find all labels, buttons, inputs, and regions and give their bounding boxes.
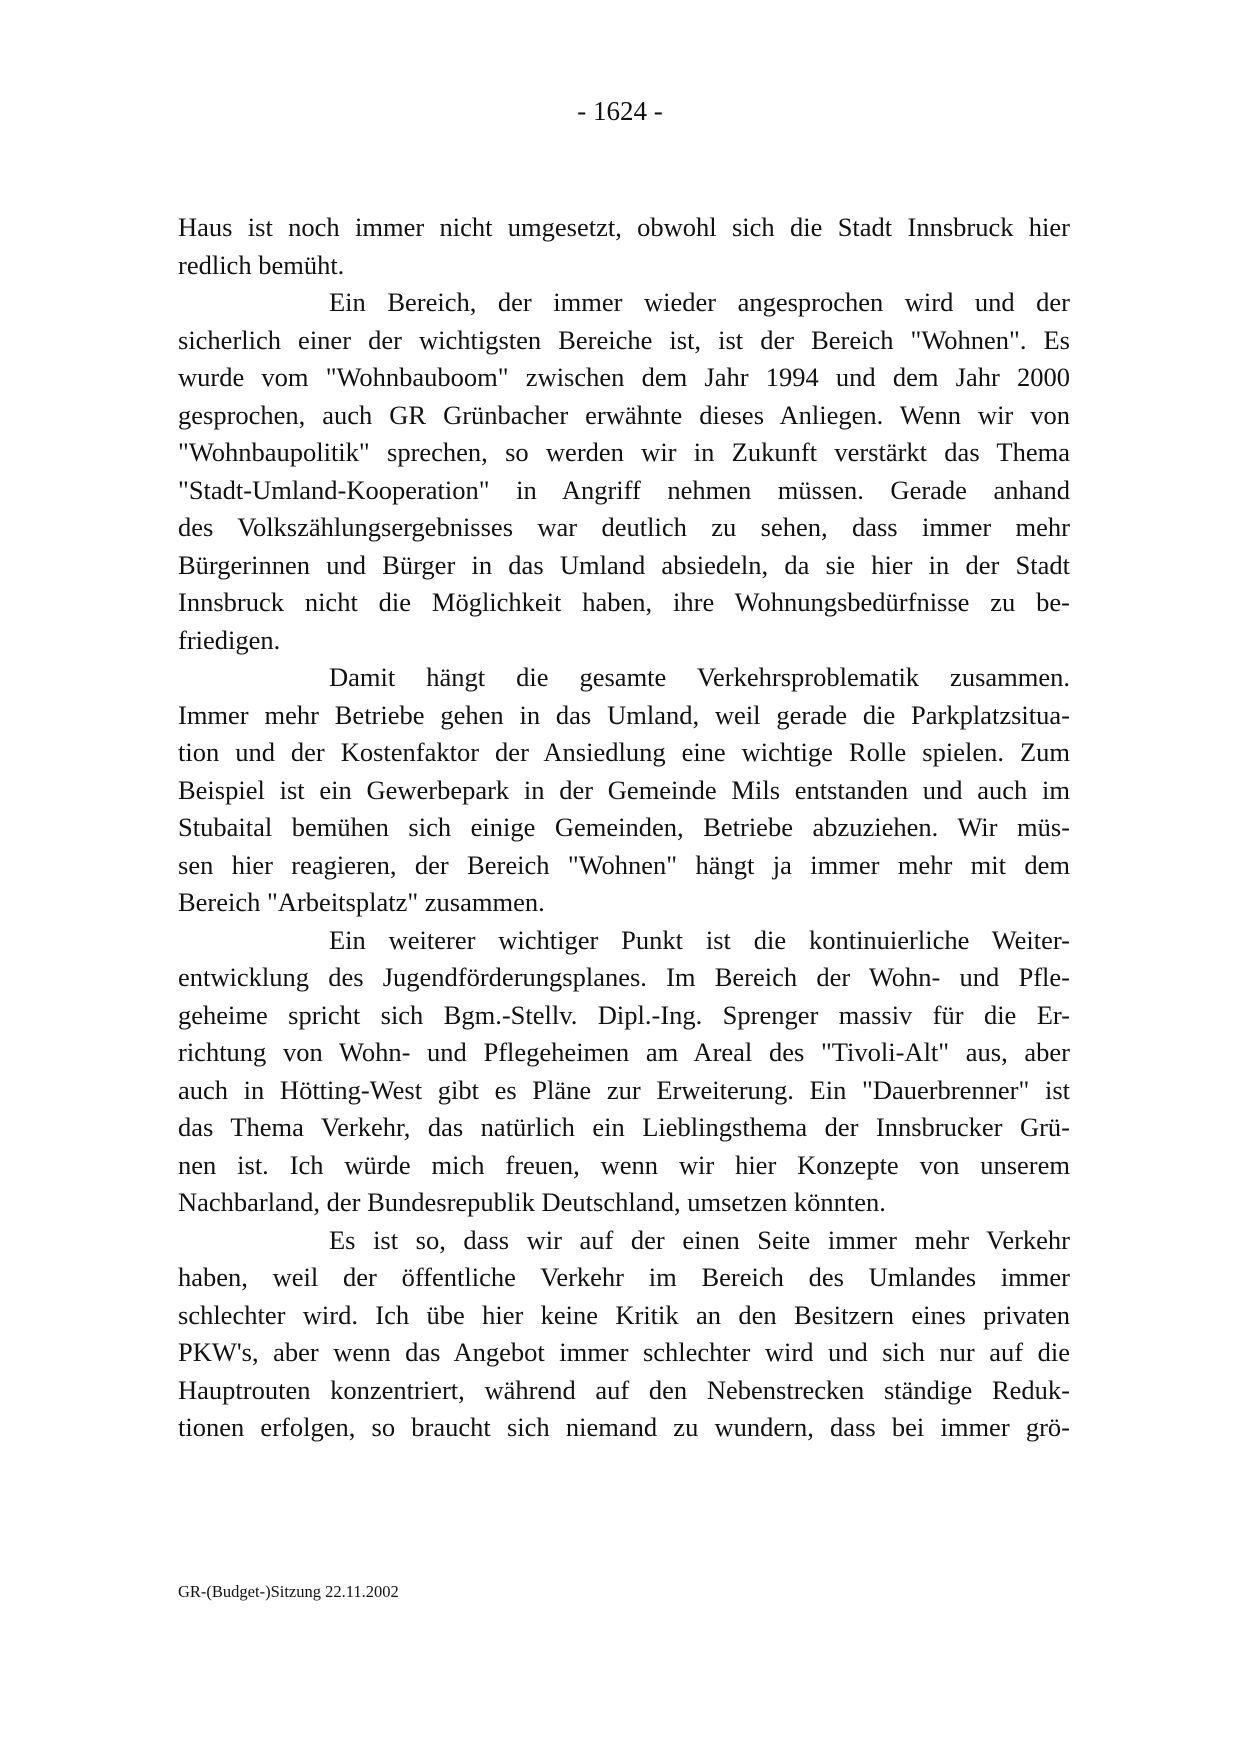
text-line: richtung von Wohn- und Pflegeheimen am Areal des "Tivoli-Alt" aus, aber — [178, 1037, 1070, 1067]
document-body — [178, 209, 1070, 1447]
text-line: Beispiel ist ein Gewerbepark in der Gemeinde Mils entstanden und auch im — [178, 774, 1070, 805]
text-line: nen ist. Ich würde mich freuen, wenn wir hier Konzepte von unserem — [178, 1149, 1070, 1180]
text-line: Haus ist noch immer nicht umgesetzt, obwohl sich die Stadt Innsbruck hier — [178, 212, 1070, 242]
text-line: Nachbarland, der Bundesrepublik Deutschland, umsetzen könnten. — [178, 1187, 886, 1217]
text-line: entwicklung des Jugendförderungsplanes. Im Bereich der Wohn- und Pfle- — [178, 962, 1070, 992]
text-line: auch in Hötting-West gibt es Pläne zur Erweiterung. Ein "Dauerbrenner" ist — [178, 1074, 1070, 1105]
text-line: friedigen. — [178, 624, 281, 655]
text-line: Ein weiterer wichtiger Punkt ist die kontinuierliche Weiter- — [329, 924, 1070, 955]
text-line: PKW's, aber wenn das Angebot immer schlechter wird und sich nur auf die — [178, 1337, 1070, 1367]
text-line: wurde vom "Wohnbauboom" zwischen dem Jahr 1994 und dem Jahr 2000 — [178, 362, 1070, 392]
text-line: Damit hängt die gesamte Verkehrsproblematik zusammen. — [329, 662, 1070, 692]
text-line: schlechter wird. Ich übe hier keine Kritik an den Besitzern eines privaten — [178, 1299, 1070, 1330]
text-line: Immer mehr Betriebe gehen in das Umland, weil gerade die Parkplatzsitua- — [178, 699, 1070, 730]
text-line: Bürgerinnen und Bürger in das Umland absiedeln, da sie hier in der Stadt — [178, 549, 1070, 580]
text-line: das Thema Verkehr, das natürlich ein Lieblingsthema der Innsbrucker Grü- — [178, 1112, 1070, 1142]
text-line: Stubaital bemühen sich einige Gemeinden, Betriebe abzuziehen. Wir müs- — [178, 812, 1070, 842]
text-line: Innsbruck nicht die Möglichkeit haben, ihre Wohnungsbedürfnisse zu be- — [178, 587, 1070, 617]
text-line: haben, weil der öffentliche Verkehr im Bereich des Umlandes immer — [178, 1262, 1070, 1292]
text-line: tionen erfolgen, so braucht sich niemand zu wundern, dass bei immer grö- — [178, 1412, 1070, 1442]
text-line: des Volkszählungsergebnisses war deutlich zu sehen, dass immer mehr — [178, 512, 1070, 542]
page-number: - 1624 - — [577, 96, 663, 126]
text-line: gesprochen, auch GR Grünbacher erwähnte dieses Anliegen. Wenn wir von — [178, 399, 1070, 430]
footer-session-info: GR-(Budget-)Sitzung 22.11.2002 — [178, 1582, 399, 1601]
text-line: redlich bemüht. — [178, 249, 345, 280]
text-line: sen hier reagieren, der Bereich "Wohnen" hängt ja immer mehr mit dem — [178, 849, 1070, 880]
text-line: Hauptrouten konzentriert, während auf den Nebenstrecken ständige Reduk- — [178, 1374, 1070, 1405]
text-line: Es ist so, dass wir auf der einen Seite immer mehr Verkehr — [329, 1224, 1070, 1255]
text-line: geheime spricht sich Bgm.-Stellv. Dipl.-Ing. Sprenger massiv für die Er- — [178, 999, 1070, 1030]
text-line: "Stadt-Umland-Kooperation" in Angriff nehmen müssen. Gerade anhand — [178, 474, 1070, 505]
text-line: "Wohnbaupolitik" sprechen, so werden wir in Zukunft verstärkt das Thema — [178, 437, 1070, 467]
text-line: Ein Bereich, der immer wieder angesprochen wird und der — [329, 287, 1070, 317]
text-line: Bereich "Arbeitsplatz" zusammen. — [178, 887, 545, 917]
text-line: tion und der Kostenfaktor der Ansiedlung eine wichtige Rolle spielen. Zum — [178, 737, 1070, 767]
text-line: sicherlich einer der wichtigsten Bereiche ist, ist der Bereich "Wohnen". Es — [178, 324, 1070, 355]
